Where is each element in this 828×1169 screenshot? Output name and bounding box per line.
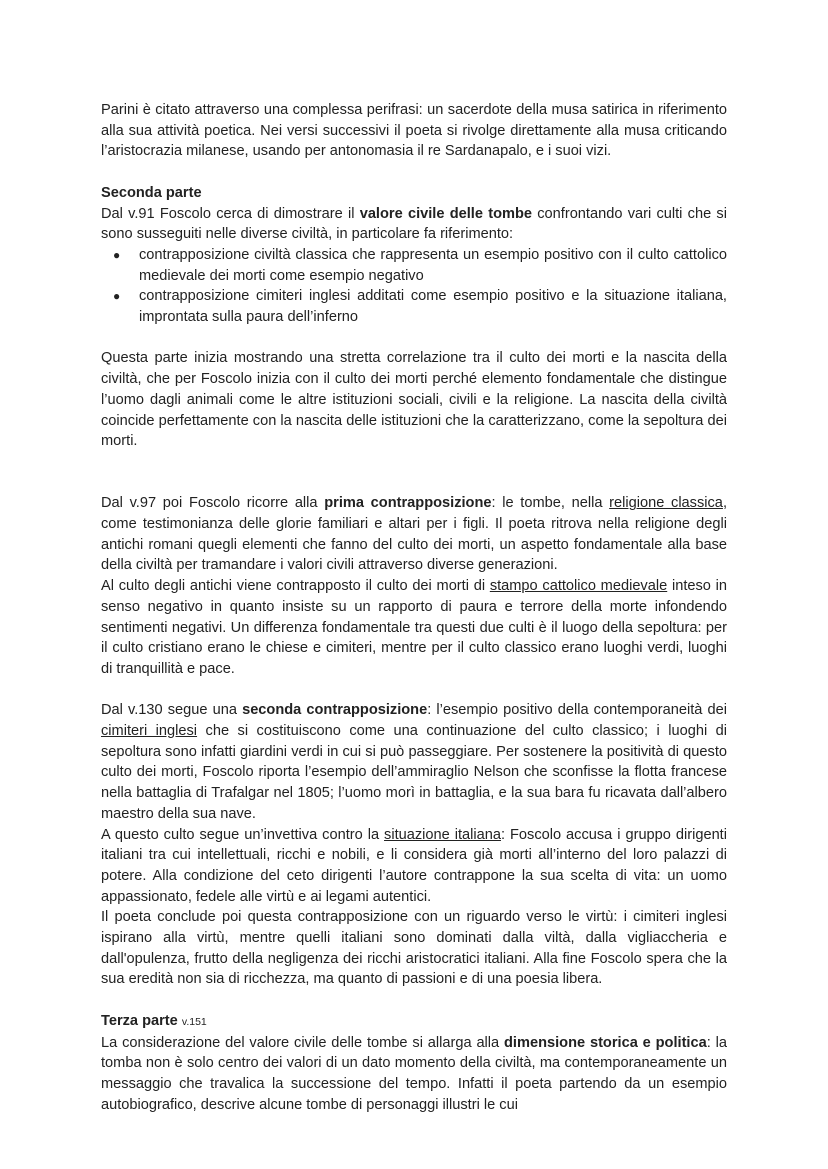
document-body [101, 100, 727, 1115]
heading-terza-parte: Terza parte v.151 [101, 1012, 207, 1029]
verse-reference: v.151 [181, 1015, 207, 1028]
paragraph-seconda-contrapposizione: Dal v.130 segue una seconda contrapposizione: l’esempio positivo della contemporaneità dei cimiteri inglesi che si costituiscono come una continuazione del culto classico; i luoghi di sepoltura sono infatti giardini verdi in cui si può passeggiare. Per sostenere la positività di questo culto dei morti, Foscolo riporta l’esempio dell’ammiraglio Nelson che sconfisse la flotta francese nella battaglia di Trafalgar nel 1805; l’uomo morì in battaglia, e la sua bara fu ricavata dall’albero maestro della sua nave. [101, 702, 728, 822]
list-item: ● contrapposizione cimiteri inglesi additati come esempio positivo e la situazione italiana, improntata sulla paura dell’inferno [113, 288, 727, 326]
heading-seconda-parte: Seconda parte [101, 184, 202, 201]
paragraph-conclusione-virtu: Il poeta conclude poi questa contrapposizione con un riguardo verso le virtù: i cimiteri inglesi ispirano alla virtù, mentre quelli italiani sono dominati dalla viltà, dalla vigliaccheria e dall'opulenza, frutto della negligenza dei ricchi aristocratici italiani. Alla fine Foscolo spera che la sua eredità non sia di ricchezza, ma quanto di passioni e di una poesia libera. [101, 909, 727, 988]
paragraph-parini: Parini è citato attraverso una complessa perifrasi: un sacerdote della musa satirica in riferimento alla sua attività poetica. Nei versi successivi il poeta si rivolge direttamente alla musa criticando l’aristocrazia milanese, usando per antonomasia il re Sardanapalo, e i suoi vizi. [101, 102, 727, 160]
contrapposizioni-list [101, 245, 727, 328]
list-item: ● contrapposizione civiltà classica che rappresenta un esempio positivo con il culto cattolico medievale dei morti come esempio negativo [113, 246, 727, 284]
paragraph-terza-intro: La considerazione del valore civile delle tombe si allarga alla dimensione storica e politica: la tomba non è solo centro dei valori di un dato momento della civiltà, ma contemporaneamente un messaggio che travalica la successione del tempo. Infatti il poeta partendo da un esempio autobiografico, descrive alcune tombe di personaggi illustri le cui [101, 1034, 727, 1113]
paragraph-culto-cattolico: Al culto degli antichi viene contrapposto il culto dei morti di stampo cattolico medievale inteso in senso negativo in quanto insiste su un rapporto di paura e terrore della morte infondendo sentimenti negativi. Un differenza fondamentale tra questi due culti è il luogo della sepoltura: per il culto cristiano erano le chiese e cimiteri, mentre per il culto classico erano luoghi verdi, luoghi di tranquillità e pace. [101, 578, 728, 677]
bullet-icon: ● [113, 289, 121, 304]
bullet-icon: ● [113, 247, 121, 262]
paragraph-seconda-intro: Dal v.91 Foscolo cerca di dimostrare il valore civile delle tombe confrontando vari culti che si sono susseguiti nelle diverse civiltà, in particolare fa riferimento: [101, 205, 727, 243]
paragraph-culto-morti: Questa parte inizia mostrando una stretta correlazione tra il culto dei morti e la nascita della civiltà, che per Foscolo inizia con il culto dei morti perché elemento fondamentale che distingue l’uomo dagli animali come le altre istituzioni sociali, civili e la religione. La nascita della civiltà coincide perfettamente con la nascita delle istituzioni che la caratterizzano, come la sepoltura dei morti. [101, 350, 727, 450]
paragraph-situazione-italiana: A questo culto segue un’invettiva contro la situazione italiana: Foscolo accusa i gruppo dirigenti italiani tra cui intellettuali, ricchi e nobili, e li considera già morti all’interno del loro palazzi di potere. Alla condizione del ceto dirigenti l’autore contrappone la sua scelta di vita: un uomo appassionato, fedele alle virtù e ai legami autentici. [101, 826, 727, 905]
paragraph-prima-contrapposizione: Dal v.97 poi Foscolo ricorre alla prima contrapposizione: le tombe, nella religione classica, come testimonianza delle glorie familiari e altari per i figli. Il poeta ritrova nella religione degli antichi romani quegli elementi che fanno del culto dei morti, un aspetto fondamentale alla base della civiltà per tramandare i valori civili attraverso diverse generazioni. [101, 495, 727, 574]
